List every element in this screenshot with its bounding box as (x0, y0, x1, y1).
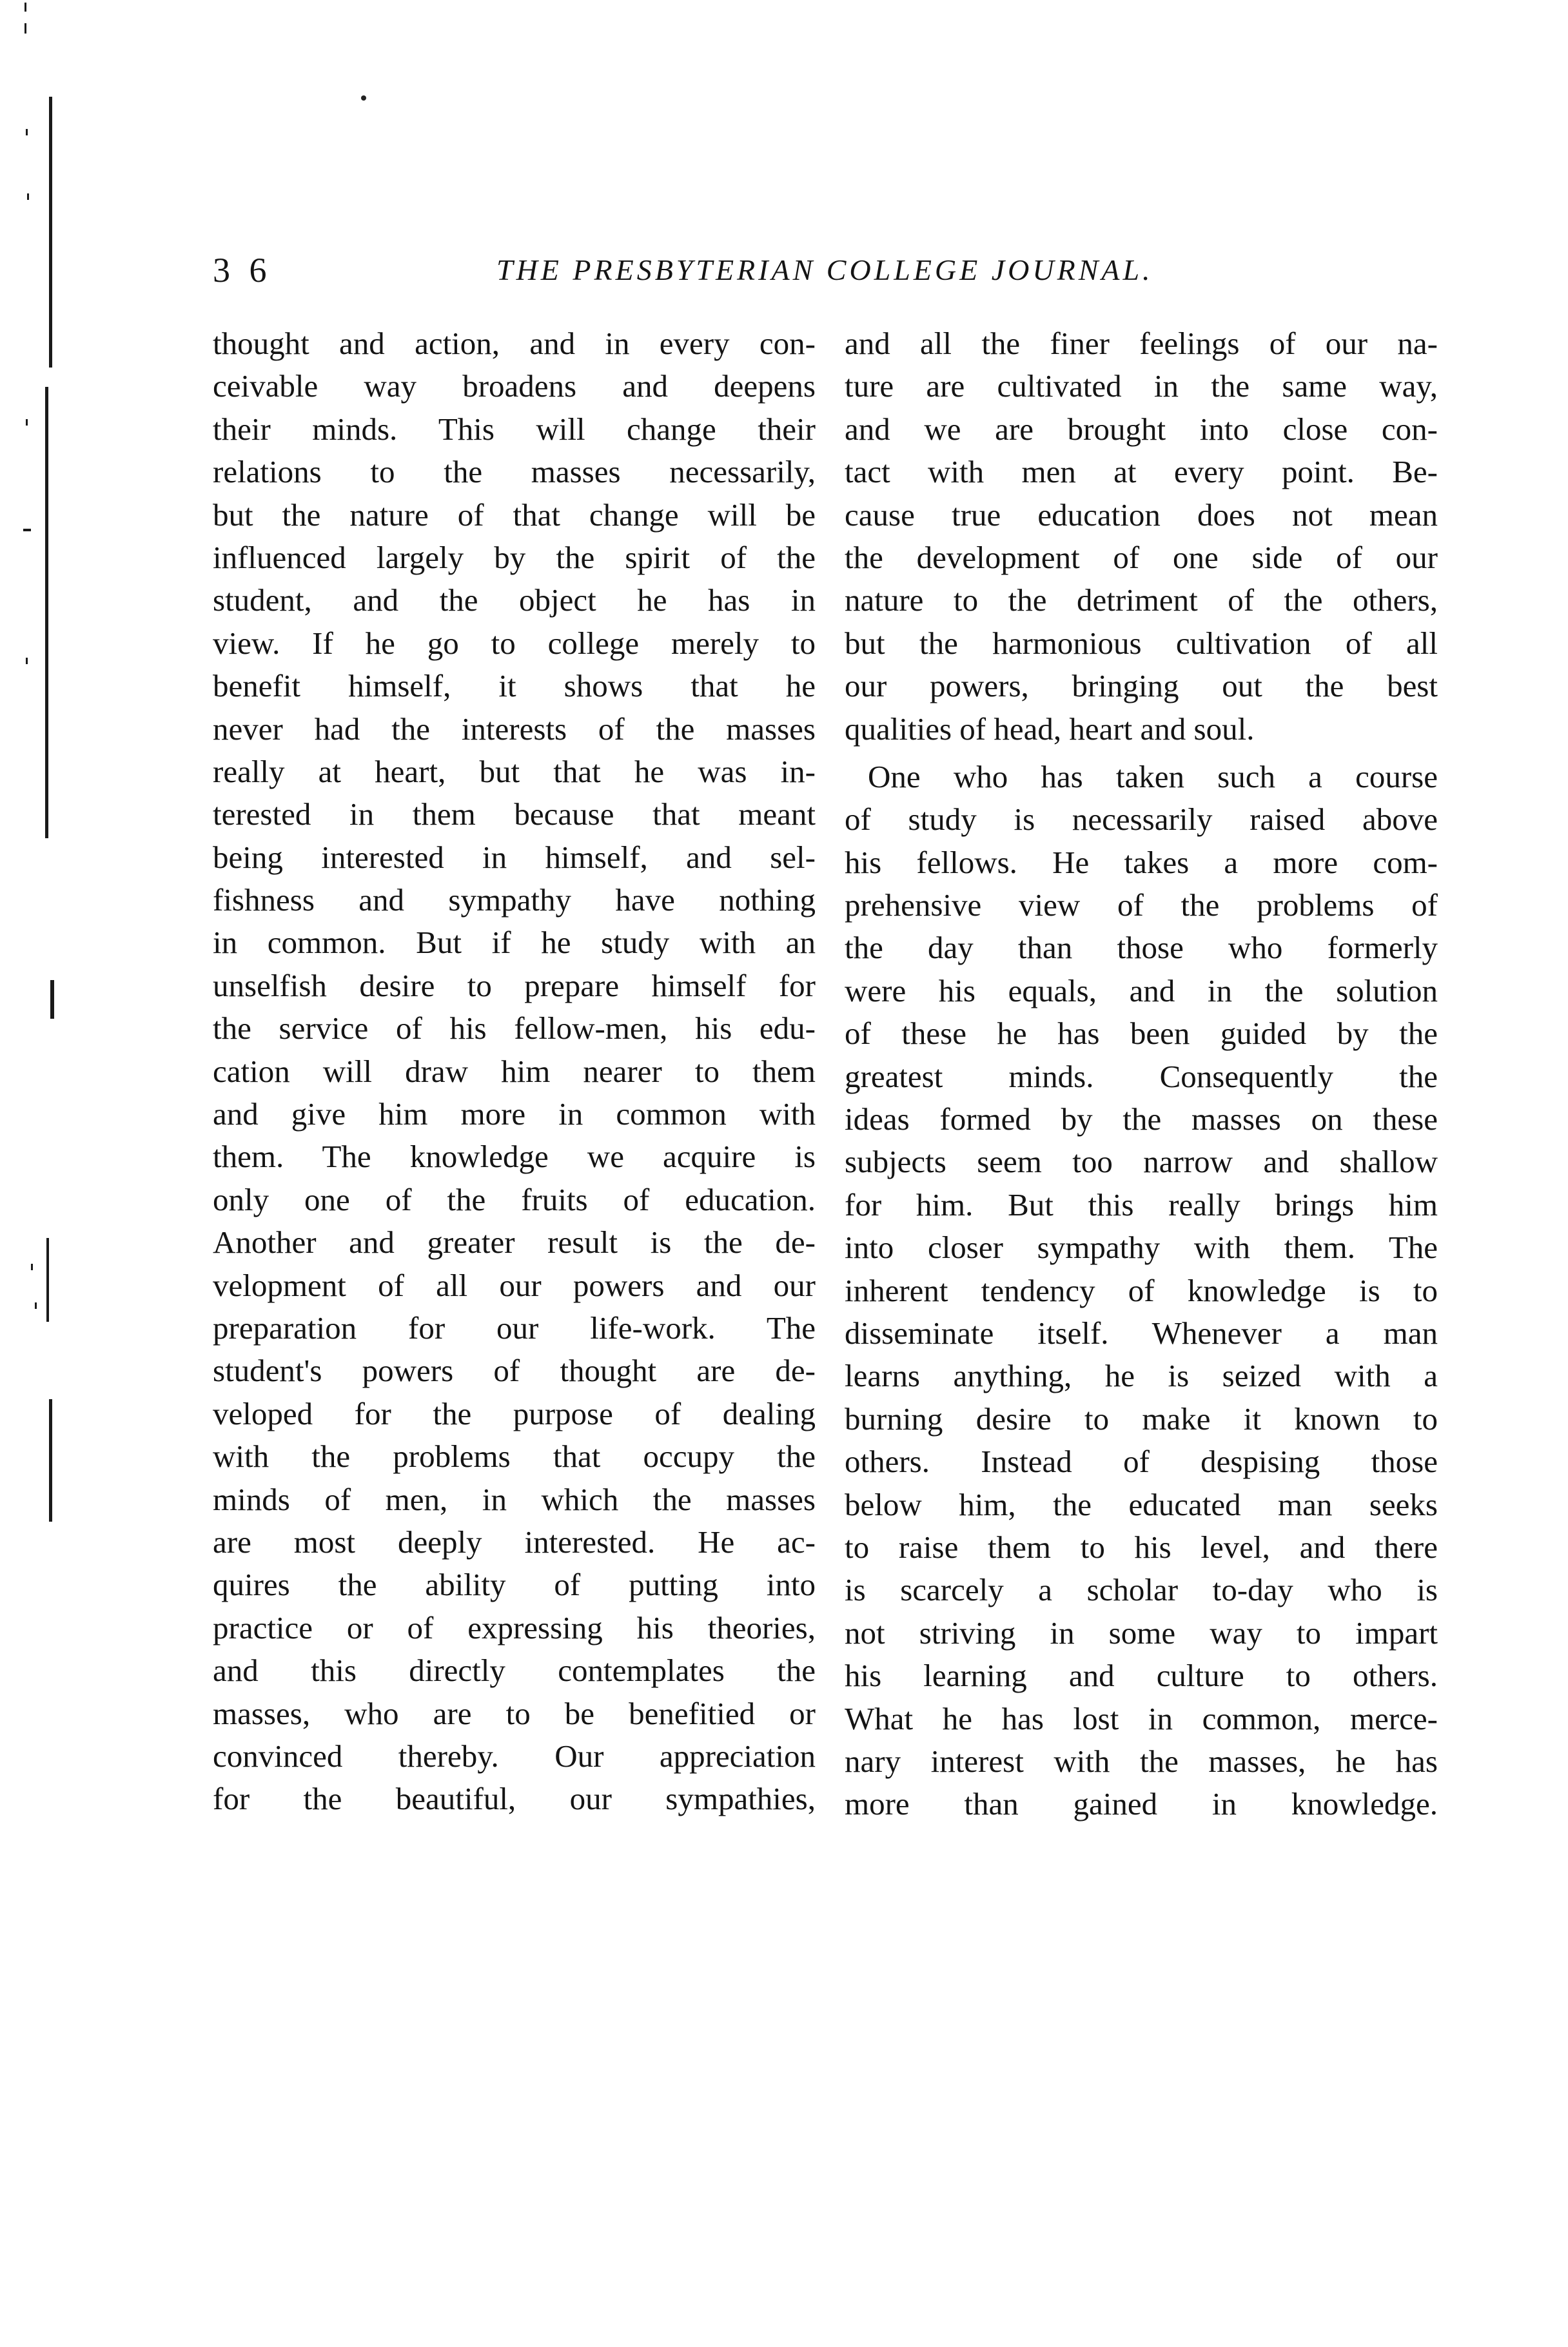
text-line: only one of the fruits of education. (213, 1181, 816, 1217)
text-line: greatest minds. Consequently the (845, 1058, 1438, 1094)
text-line: below him, the educated man seeks (845, 1486, 1438, 1522)
journal-title: THE PRESBYTERIAN COLLEGE JOURNAL. (496, 253, 1153, 286)
text-line: ceivable way broadens and deepens (213, 368, 816, 404)
margin-scan-marks (19, 0, 64, 1547)
text-line: burning desire to make it known to (845, 1400, 1438, 1437)
text-line: the service of his fellow-men, his edu- (213, 1010, 816, 1046)
text-line: influenced largely by the spirit of the (213, 539, 816, 575)
text-line: nary interest with the masses, he has (845, 1743, 1438, 1779)
text-line: cause true education does not mean (845, 496, 1438, 533)
text-line: is scarcely a scholar to-day who is (845, 1572, 1438, 1608)
text-line: his fellows. He takes a more com- (845, 844, 1438, 880)
text-line: ideas formed by the masses on these (845, 1101, 1438, 1137)
text-line: fishness and sympathy have nothing (213, 882, 816, 918)
paragraph (845, 322, 1438, 751)
text-line: learns anything, he is seized with a (845, 1358, 1438, 1394)
text-line: prehensive view of the problems of (845, 887, 1438, 923)
left-column (213, 322, 816, 1821)
text-line: cation will draw him nearer to them (213, 1053, 816, 1089)
text-line: What he has lost in common, merce- (845, 1700, 1438, 1736)
text-line: their minds. This will change their (213, 411, 816, 447)
text-line: ture are cultivated in the same way, (845, 368, 1438, 404)
text-line: velopment of all our powers and our (213, 1267, 816, 1303)
text-line: and this directly contemplates the (213, 1653, 816, 1689)
text-line: not striving in some way to impart (845, 1615, 1438, 1651)
text-line: the development of one side of our (845, 539, 1438, 575)
text-line: unselfish desire to prepare himself for (213, 967, 816, 1003)
page-number: 3 6 (213, 251, 272, 290)
right-column (845, 322, 1438, 1826)
text-line: were his equals, and in the solution (845, 972, 1438, 1008)
text-line: for the beautiful, our sympathies, (213, 1781, 816, 1817)
text-line: thought and action, and in every con- (213, 326, 816, 361)
text-line: never had the interests of the masses (213, 711, 816, 747)
text-line: student, and the object he has in (213, 582, 816, 618)
text-line: student's powers of thought are de- (213, 1353, 816, 1389)
text-line: in common. But if he study with an (213, 925, 816, 961)
text-line: disseminate itself. Whenever a man (845, 1315, 1438, 1351)
text-line: to raise them to his level, and there (845, 1529, 1438, 1565)
text-line: benefit himself, it shows that he (213, 668, 816, 704)
text-line: masses, who are to be benefitied or (213, 1695, 816, 1731)
text-line: but the nature of that change will be (213, 496, 816, 533)
text-line: more than gained in knowledge. (845, 1786, 1438, 1822)
text-line: veloped for the purpose of dealing (213, 1395, 816, 1431)
text-line: others. Instead of despising those (845, 1444, 1438, 1480)
text-line: his learning and culture to others. (845, 1658, 1438, 1694)
text-line: tact with men at every point. Be- (845, 454, 1438, 490)
text-line: them. The knowledge we acquire is (213, 1139, 816, 1175)
text-line: quires the ability of putting into (213, 1567, 816, 1603)
text-line: for him. But this really brings him (845, 1186, 1438, 1223)
text-line: but the harmonious cultivation of all (845, 625, 1438, 661)
text-line: view. If he go to college merely to (213, 625, 816, 661)
stray-ink-dot (361, 95, 366, 101)
text-line: Another and greater result is the de- (213, 1224, 816, 1261)
text-line: nature to the detriment of the others, (845, 582, 1438, 618)
text-line: inherent tendency of knowledge is to (845, 1272, 1438, 1308)
text-line: One who has taken such a course (868, 758, 1438, 794)
text-line: terested in them because that meant (213, 796, 816, 832)
text-line: are most deeply interested. He ac- (213, 1524, 816, 1560)
text-line: the day than those who formerly (845, 930, 1438, 966)
text-line: of study is necessarily raised above (845, 801, 1438, 838)
text-line: qualities of head, heart and soul. (845, 711, 1255, 747)
text-line: really at heart, but that he was in- (213, 753, 816, 789)
text-line: with the problems that occupy the (213, 1439, 816, 1475)
text-line: of these he has been guided by the (845, 1016, 1438, 1052)
text-line: our powers, bringing out the best (845, 668, 1438, 704)
text-line: convinced thereby. Our appreciation (213, 1738, 816, 1774)
text-line: subjects seem too narrow and shallow (845, 1144, 1438, 1180)
text-line: preparation for our life-work. The (213, 1310, 816, 1346)
text-line: practice or of expressing his theories, (213, 1609, 816, 1645)
paragraph (845, 756, 1438, 1826)
running-header (213, 250, 1438, 295)
text-line: into closer sympathy with them. The (845, 1230, 1438, 1266)
text-line: and we are brought into close con- (845, 411, 1438, 447)
text-line: relations to the masses necessarily, (213, 454, 816, 490)
text-line: being interested in himself, and sel- (213, 839, 816, 875)
text-line: minds of men, in which the masses (213, 1481, 816, 1517)
text-line: and give him more in common with (213, 1096, 816, 1132)
text-line: and all the finer feelings of our na- (845, 326, 1438, 361)
